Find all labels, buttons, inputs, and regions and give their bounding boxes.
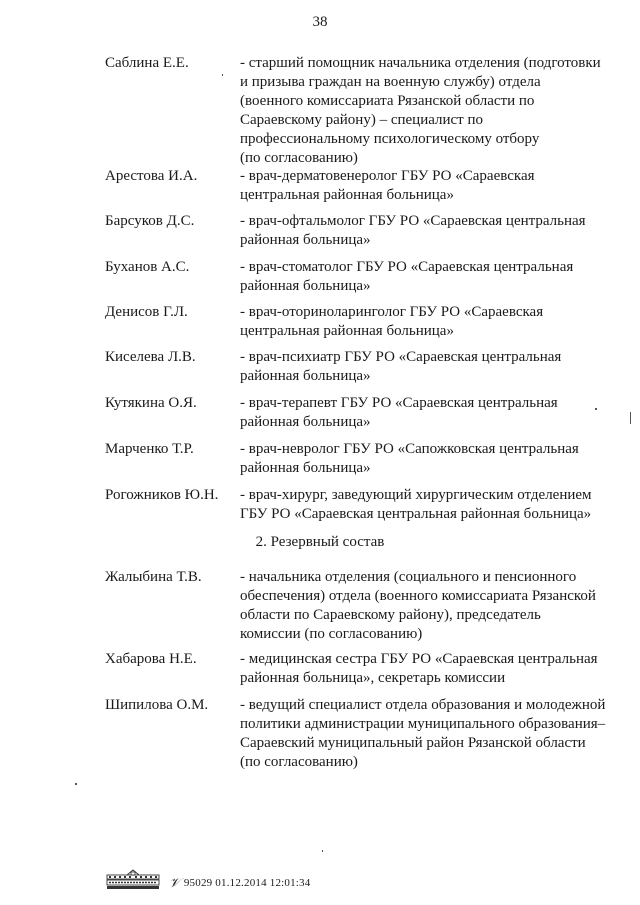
- position-line: центральная районная больница»: [240, 187, 454, 203]
- position-line: - врач-невролог ГБУ РО «Сапожковская центральная: [240, 441, 579, 457]
- document-code: 95029 01.12.2014 12:01:34: [183, 877, 311, 889]
- person-position: [240, 696, 618, 772]
- position-line: - врач-терапевт ГБУ РО «Сараевская центральная: [240, 395, 558, 411]
- position-line: районная больница»: [240, 414, 371, 430]
- person-name: Хабарова Н.Е.: [105, 651, 197, 667]
- position-line: - медицинская сестра ГБУ РО «Сараевская центральная: [240, 651, 598, 667]
- position-line: политики администрации муниципального образования–: [240, 716, 606, 732]
- position-line: (по согласованию): [240, 754, 358, 770]
- position-line: области по Сараевскому району), председатель: [240, 607, 541, 623]
- position-line: районная больница»: [240, 232, 371, 248]
- person-name: Марченко Т.Р.: [105, 441, 194, 457]
- scan-speck: [75, 783, 77, 785]
- person-name: Рогожников Ю.Н.: [105, 487, 219, 503]
- position-line: - врач-психиатр ГБУ РО «Сараевская центральная: [240, 349, 562, 365]
- person-position: [240, 486, 618, 524]
- person-name: Денисов Г.Л.: [105, 304, 188, 320]
- position-line: - ведущий специалист отдела образования и молодежной: [240, 697, 606, 713]
- scan-speck: [322, 850, 323, 852]
- person-position: [240, 212, 618, 250]
- person-name: Кутякина О.Я.: [105, 395, 197, 411]
- person-position: [240, 568, 618, 644]
- footer-stamp: [105, 866, 310, 890]
- position-line: - врач-стоматолог ГБУ РО «Сараевская центральная: [240, 259, 574, 275]
- person-name: Арестова И.А.: [105, 168, 198, 184]
- person-name: Барсуков Д.С.: [105, 213, 195, 229]
- person-name: Киселева Л.В.: [105, 349, 196, 365]
- scan-speck: [595, 408, 597, 410]
- person-position: [240, 348, 618, 386]
- person-position: [240, 167, 618, 205]
- position-line: - старший помощник начальника отделения (подготовки: [240, 55, 601, 71]
- position-line: (по согласованию): [240, 150, 358, 166]
- person-position: [240, 440, 618, 478]
- position-line: - врач-дерматовенеролог ГБУ РО «Сараевская: [240, 168, 535, 184]
- scan-speck: [630, 412, 631, 424]
- registry-logo-icon: [105, 868, 161, 890]
- person-position: [240, 258, 618, 296]
- person-name: Саблина Е.Е.: [105, 55, 189, 71]
- position-line: районная больница», секретарь комиссии: [240, 670, 506, 686]
- position-line: районная больница»: [240, 368, 371, 384]
- position-line: (военного комиссариата Рязанской области по: [240, 93, 535, 109]
- position-line: профессиональному психологическому отбору: [240, 131, 540, 147]
- position-line: ГБУ РО «Сараевская центральная районная больница»: [240, 506, 592, 522]
- person-position: [240, 54, 618, 168]
- person-name: Жалыбина Т.В.: [105, 569, 202, 585]
- position-line: комиссии (по согласованию): [240, 626, 423, 642]
- position-line: и призыва граждан на военную службу) отдела: [240, 74, 541, 90]
- person-position: [240, 303, 618, 341]
- scan-speck: [222, 74, 223, 76]
- person-name: Буханов А.С.: [105, 259, 190, 275]
- position-line: - начальника отделения (социального и пенсионного: [240, 569, 577, 585]
- position-line: - врач-офтальмолог ГБУ РО «Сараевская центральная: [240, 213, 586, 229]
- position-line: Сараевский муниципальный район Рязанской области: [240, 735, 586, 751]
- position-line: обеспечения) отдела (военного комиссариата Рязанской: [240, 588, 596, 604]
- person-position: [240, 394, 618, 432]
- signature-mark: 𝒱: [169, 875, 180, 890]
- position-line: центральная районная больница»: [240, 323, 454, 339]
- person-position: [240, 650, 618, 688]
- section-heading: 2. Резервный состав: [255, 534, 385, 550]
- position-line: Сараевскому району) – специалист по: [240, 112, 484, 128]
- position-line: - врач-хирург, заведующий хирургическим отделением: [240, 487, 592, 503]
- position-line: районная больница»: [240, 278, 371, 294]
- position-line: - врач-оториноларинголог ГБУ РО «Сараевская: [240, 304, 544, 320]
- person-name: Шипилова О.М.: [105, 697, 209, 713]
- position-line: районная больница»: [240, 460, 371, 476]
- page-number: 38: [312, 14, 328, 30]
